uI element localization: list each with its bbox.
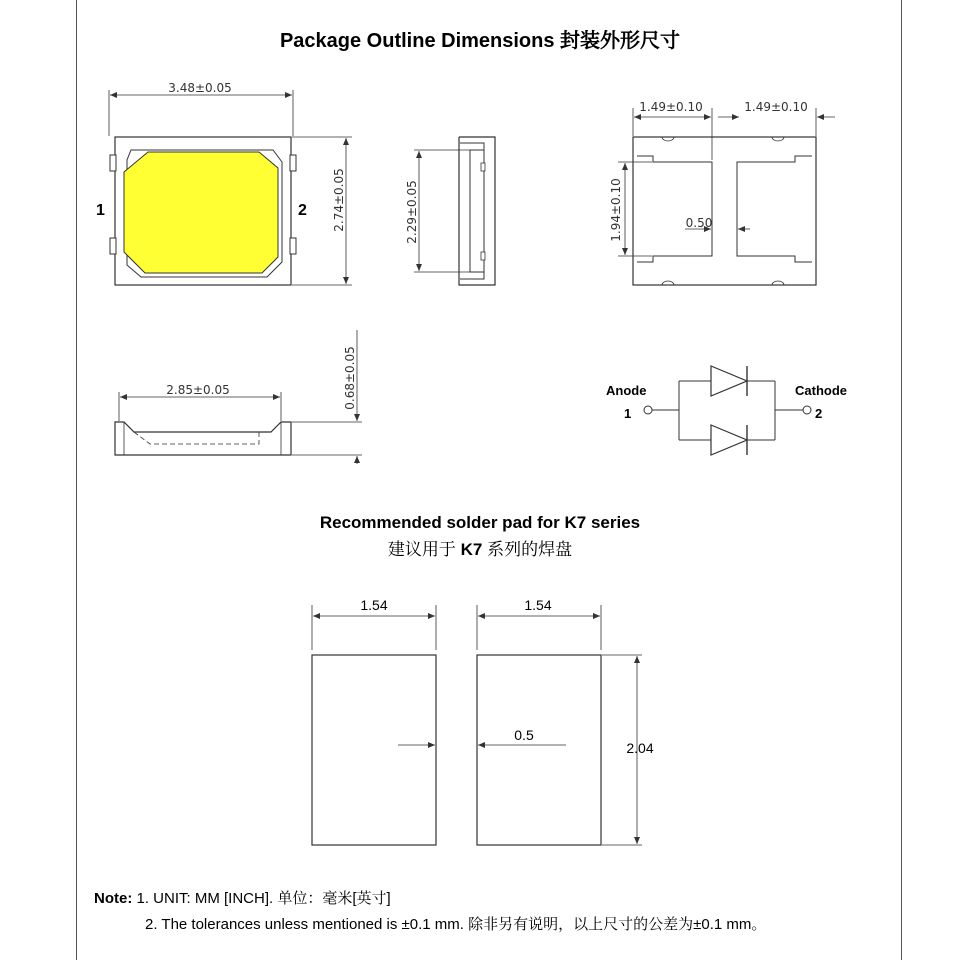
solder-pad-drawing bbox=[312, 597, 654, 845]
pin1-label: 1 bbox=[96, 202, 105, 219]
solder-pad-title-cn: 建议用于 K7 系列的焊盘 bbox=[387, 540, 573, 559]
diode-bottom-icon bbox=[711, 425, 747, 455]
pad-width-left-dim: 1.54 bbox=[360, 597, 388, 613]
bottom-view bbox=[609, 100, 835, 285]
top-view bbox=[96, 81, 352, 285]
anode-pin: 1 bbox=[624, 406, 632, 421]
side-height-dim: 2.29±0.05 bbox=[405, 180, 419, 244]
solder-pad-right bbox=[477, 655, 601, 845]
solder-pad-title-en: Recommended solder pad for K7 series bbox=[319, 513, 641, 532]
pad-height-dim: 2.04 bbox=[626, 740, 654, 756]
solder-pad-left bbox=[312, 655, 436, 845]
note-line-1: Note: 1. UNIT: MM [INCH]. 单位：毫米[英寸] bbox=[94, 890, 391, 907]
bottom-pad-width-right: 1.49±0.10 bbox=[744, 100, 808, 114]
pad-width-right-dim: 1.54 bbox=[524, 597, 552, 613]
top-height-dim: 2.74±0.05 bbox=[332, 168, 346, 232]
bottom-gap-dim: 0.50 bbox=[685, 216, 713, 230]
front-view bbox=[115, 330, 362, 464]
page-title: Package Outline Dimensions 封装外形尺寸 bbox=[279, 30, 681, 52]
cathode-label: Cathode bbox=[795, 383, 847, 398]
top-width-dim: 3.48±0.05 bbox=[168, 81, 232, 95]
front-thickness-dim: 0.68±0.05 bbox=[343, 346, 357, 410]
anode-label: Anode bbox=[606, 383, 647, 398]
note-line-2: 2. The tolerances unless mentioned is ±0.1 mm. 除非另有说明，以上尺寸的公差为±0.1 mm。 bbox=[145, 916, 767, 933]
cathode-pin: 2 bbox=[815, 406, 823, 421]
pad-gap-dim: 0.5 bbox=[514, 727, 534, 743]
bottom-pad-width-left: 1.49±0.10 bbox=[639, 100, 703, 114]
emitter-area bbox=[124, 152, 278, 273]
front-width-dim: 2.85±0.05 bbox=[166, 383, 230, 397]
diode-top-icon bbox=[711, 366, 747, 396]
pin2-label: 2 bbox=[298, 202, 307, 219]
circuit-symbol bbox=[606, 366, 847, 455]
bottom-pad-height: 1.94±0.10 bbox=[609, 178, 623, 242]
side-view bbox=[405, 137, 495, 285]
